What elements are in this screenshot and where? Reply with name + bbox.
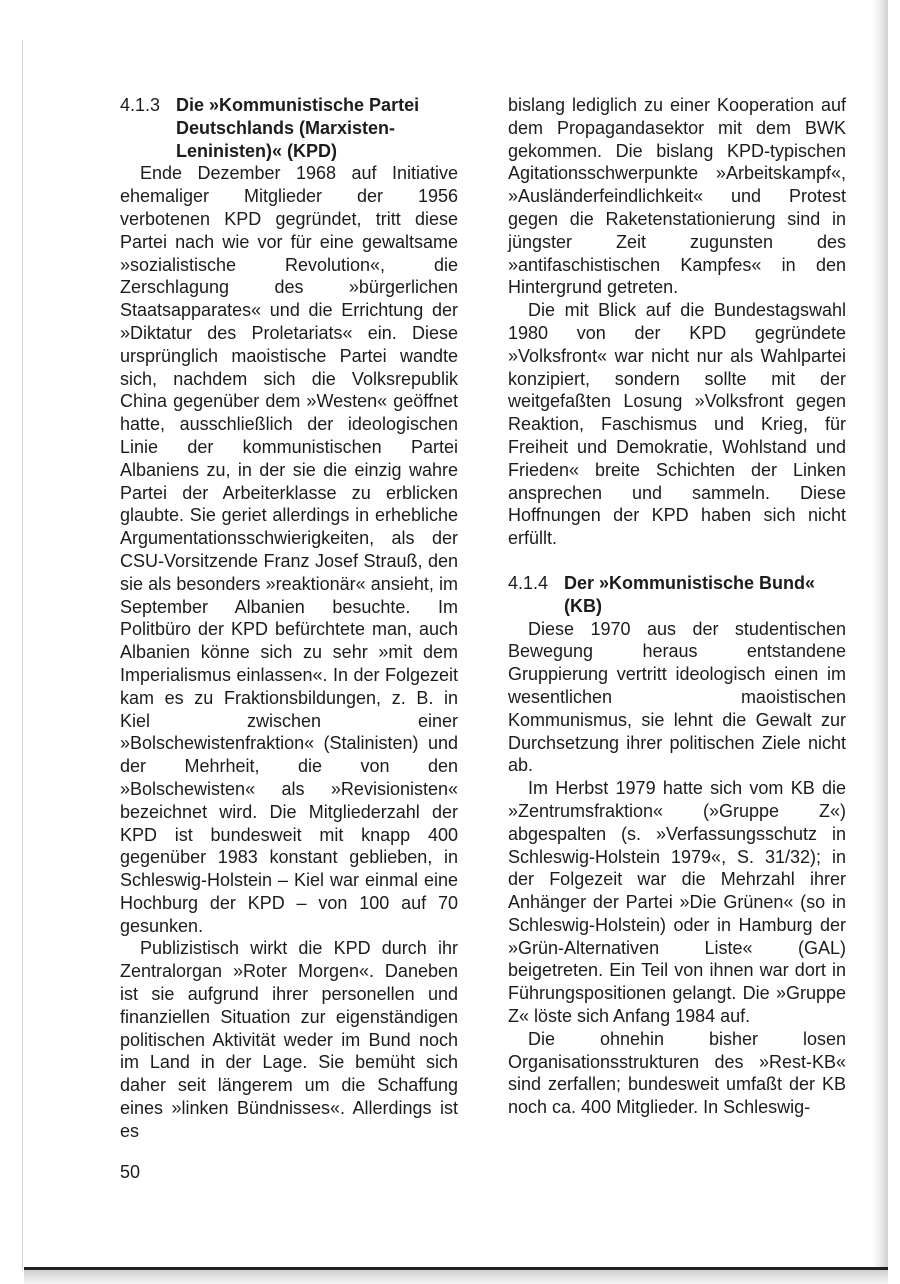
page-right-edge-shadow <box>872 0 888 1284</box>
paragraph: bislang lediglich zu einer Kooperation auf dem Propagandasektor mit dem BWK gekommen. Die bislang KPD-typischen Agitationsschwerpunkte »Arbeitskampf«, »Ausländerfeindlichkeit« und Protest gegen die Raketenstationierung sind in jüngster Zeit zugunsten des »antifaschistischen Kampfes« in den Hintergrund getreten. <box>508 95 846 298</box>
paragraph: Die ohnehin bisher losen Organisationsstrukturen des »Rest-KB« sind zerfallen; bundesweit umfaßt der KB noch ca. 400 Mitglieder. In Schleswig- <box>508 1028 846 1118</box>
page-left-edge <box>22 40 23 1270</box>
left-column <box>120 94 458 1143</box>
paragraph: Diese 1970 aus der studentischen Bewegung heraus entstandene Gruppierung vertritt ideologisch einen im wesentlichen maoistischen Kommunismus, sie lehnt die Gewalt zur Durchsetzung ihrer politischen Ziele nicht ab. <box>508 618 846 776</box>
page-number: 50 <box>120 1162 141 1182</box>
section-title: Die »Kommunistische Partei Deutschlands (Marxisten-Leninisten)« (KPD) <box>176 95 420 161</box>
section-gap <box>508 550 846 572</box>
paragraph: Die mit Blick auf die Bundestagswahl 1980 von der KPD gegründete »Volksfront« war nicht nur als Wahlpartei konzipiert, sondern sollte mit der weitgefaßten Losung »Volksfront gegen Reaktion, Faschismus und Krieg, für Freiheit und Demokratie, Wohlstand und Frieden« breite Schichten der Linken ansprechen und sammeln. Diese Hoffnungen der KPD haben sich nicht erfüllt. <box>508 300 846 549</box>
page-bottom-edge <box>24 1267 888 1270</box>
paragraph: Im Herbst 1979 hatte sich vom KB die »Zentrumsfraktion« (»Gruppe Z«) abgespalten (s. »Verfassungsschutz in Schleswig-Holstein 1979«, S. 31/32); in der Folgezeit war die Mehrzahl ihrer Anhänger der Partei »Die Grünen« (so in Schleswig-Holstein) oder in Hamburg der »Grün-Alternativen Liste« (GAL) beigetreten. Ein Teil von ihnen war dort in Führungspositionen gelangt. Die »Gruppe Z« löste sich Anfang 1984 auf. <box>508 778 846 1027</box>
section-heading-4-1-4 <box>508 572 846 618</box>
paragraph: Ende Dezember 1968 auf Initiative ehemaliger Mitglieder der 1956 verbotenen KPD gegründet, tritt diese Partei nach wie vor für eine gewaltsame »sozialistische Revolution«, die Zerschlagung des »bürgerlichen Staatsapparates« und die Errichtung der »Diktatur des Proletariats« ein. Diese ursprünglich maoistische Partei wandte sich, nachdem sich die Volksrepublik China gegenüber dem »Westen« geöffnet hatte, ausschließlich der ideologischen Linie der kommunistischen Partei Albaniens zu, in der sie die einzig wahre Partei der Arbeiterklasse zu erblicken glaubte. Sie geriet allerdings in erhebliche Argumentationsschwierigkeiten, als der CSU-Vorsitzende Franz Josef Strauß, den sie als besonders »reaktionär« ansieht, im September Albanien besuchte. Im Politbüro der KPD befürchtete man, auch Albanien könne sich zu sehr »mit dem Imperialismus einlassen«. In der Folgezeit kam es zu Fraktionsbildungen, z. B. in Kiel zwischen einer »Bolschewistenfraktion« (Stalinisten) und der Mehrheit, die von den »Bolschewisten« als »Revisionisten« bezeichnet wird. Die Mitgliederzahl der KPD ist bundesweit mit knapp 400 gegenüber 1983 konstant geblieben, in Schleswig-Holstein – Kiel war einmal eine Hochburg der KPD – von 100 auf 70 gesunken. <box>120 163 458 936</box>
section-title: Der »Kommunistische Bund« (KB) <box>564 572 816 616</box>
section-heading-4-1-3 <box>120 94 458 162</box>
page-bottom-shadow <box>24 1270 888 1284</box>
paragraph: Publizistisch wirkt die KPD durch ihr Zentralorgan »Roter Morgen«. Daneben ist sie aufgrund ihrer personellen und finanziellen Situation zur eigenständigen politischen Aktivität weder im Bund noch im Land in der Lage. Sie bemüht sich daher seit längerem um die Schaffung eines »linken Bündnisses«. Allerdings ist es <box>120 938 458 1141</box>
section-number: 4.1.3 <box>120 95 161 115</box>
right-column <box>508 94 846 1119</box>
section-number: 4.1.4 <box>508 572 549 593</box>
